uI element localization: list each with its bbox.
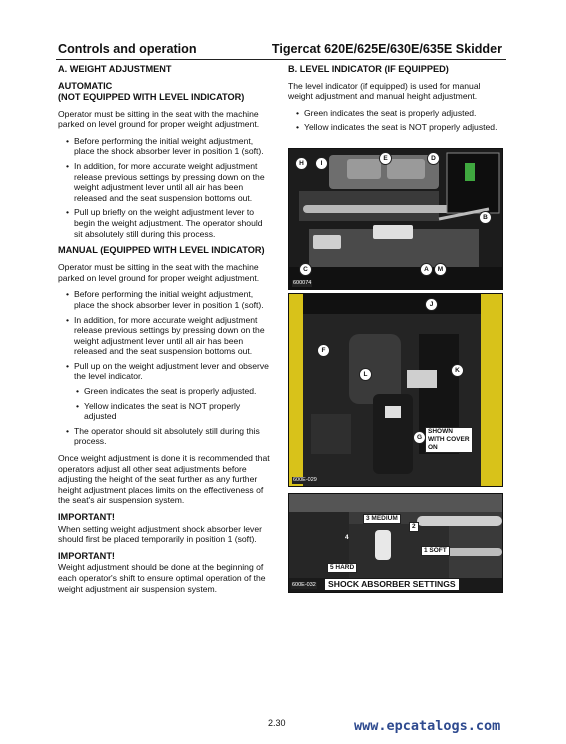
automatic-heading [58,81,272,103]
list-item [74,361,272,422]
callout-b: B [479,211,492,224]
list-item: • The operator should sit absolutely still during this process. [74,426,272,447]
figure-code: 600E-032 [292,582,316,588]
header-rule [56,59,506,60]
weight-adjustment-heading: A. WEIGHT ADJUSTMENT [58,64,172,74]
list-item-text: Pull up on the weight adjustment lever and observe the level indicator. [74,360,269,382]
shown-with-cover-label: SHOWN WITH COVER ON [425,427,473,453]
indicator-colors-list [74,386,272,422]
shock-absorber-photo [288,493,503,593]
website-url[interactable]: www.epcatalogs.com [354,718,501,734]
list-item: • Before performing the initial weight adjustment, place the shock absorber lever in position 1 (soft). [74,289,272,310]
list-item: • Before performing the initial weight adjustment, place the shock absorber lever in position 1 (soft). [74,136,272,157]
shock-absorber-illustration [289,494,502,592]
level-indicator-heading: B. LEVEL INDICATOR (IF EQUIPPED) [288,64,449,74]
callout-g: G [413,431,426,444]
callout-i: I [315,157,328,170]
callout-e: E [379,152,392,165]
manual-steps-list [58,289,272,447]
setting-2: 2 [409,522,419,532]
list-item: • Pull up briefly on the weight adjustment lever to begin the weight adjustment. The operator should sit absolutely still during this process. [74,207,272,239]
callout-k: K [451,364,464,377]
important-note-2: Weight adjustment should be done at the beginning of each operator's shift to ensure optimal operation of the weight adjustment air suspension system. [58,562,266,594]
callout-f: F [317,344,330,357]
manual-intro: Operator must be sitting in the seat with the machine parked on level ground for proper weight adjustment. [58,262,260,283]
page-model-title: Tigercat 620E/625E/630E/635E Skidder [271,42,502,56]
left-column [58,64,272,600]
important-label: IMPORTANT! [58,550,115,561]
page-section-title: Controls and operation [58,42,197,56]
seat-side-photo [288,293,503,487]
list-item: • Green indicates the seat is properly adjusted. [84,386,272,397]
seat-controls-illustration [289,149,502,289]
callout-m: M [434,263,447,276]
callout-a: A [420,263,433,276]
shock-absorber-caption: SHOCK ABSORBER SETTINGS [325,579,459,590]
figure-code: 600074 [293,280,312,286]
seat-controls-photo [288,148,503,290]
list-item: • Yellow indicates the seat is NOT properly adjusted [84,401,272,422]
automatic-heading-line1: AUTOMATIC [58,80,113,91]
automatic-heading-line2: (NOT EQUIPPED WITH LEVEL INDICATOR) [58,91,245,102]
callout-h: H [295,157,308,170]
important-label: IMPORTANT! [58,512,115,522]
setting-4: 4 [345,534,349,541]
automatic-intro: Operator must be sitting in the seat with the machine parked on level ground for proper weight adjustment. [58,108,260,130]
page-number: 2.30 [268,718,286,728]
level-indicator-intro: The level indicator (if equipped) is used for manual weight adjustment and manual height adjustment. [288,80,481,102]
figure-code: 600E-029 [293,477,317,483]
right-column [288,64,502,139]
seat-side-illustration [289,294,502,486]
important-note-1: When setting weight adjustment shock absorber lever should first be placed temporarily in position 1 (soft). [58,523,262,545]
setting-1-soft: 1 SOFT [421,546,450,556]
automatic-steps-list [58,136,272,239]
callout-c: C [299,263,312,276]
callout-d: D [427,152,440,165]
setting-5-hard: 5 HARD [327,563,357,573]
callout-l: L [359,368,372,381]
list-item: • Yellow indicates the seat is NOT properly adjusted. [304,122,502,133]
list-item: • Green indicates the seat is properly adjusted. [304,108,502,119]
callout-j: J [425,298,438,311]
level-indicator-list [288,108,502,133]
manual-heading: MANUAL (EQUIPPED WITH LEVEL INDICATOR) [58,245,265,256]
list-item: • In addition, for more accurate weight adjustment release previous settings by pressing down on the weight adjustment lever until all air has been released and the seat suspension bottoms out. [74,161,272,203]
list-item: • In addition, for more accurate weight adjustment release previous settings by pressing down on the weight adjustment lever until all air has been released and the seat suspension bottoms out. [74,315,272,357]
once-adjusted-paragraph: Once weight adjustment is done it is recommended that operators adjust all other seat adjustments before adjusting the height of the seat further as any further height adjustment places limits on the effectiveness of the seat's air suspension system. [58,453,270,506]
setting-3-medium: 3 MEDIUM [363,514,401,524]
